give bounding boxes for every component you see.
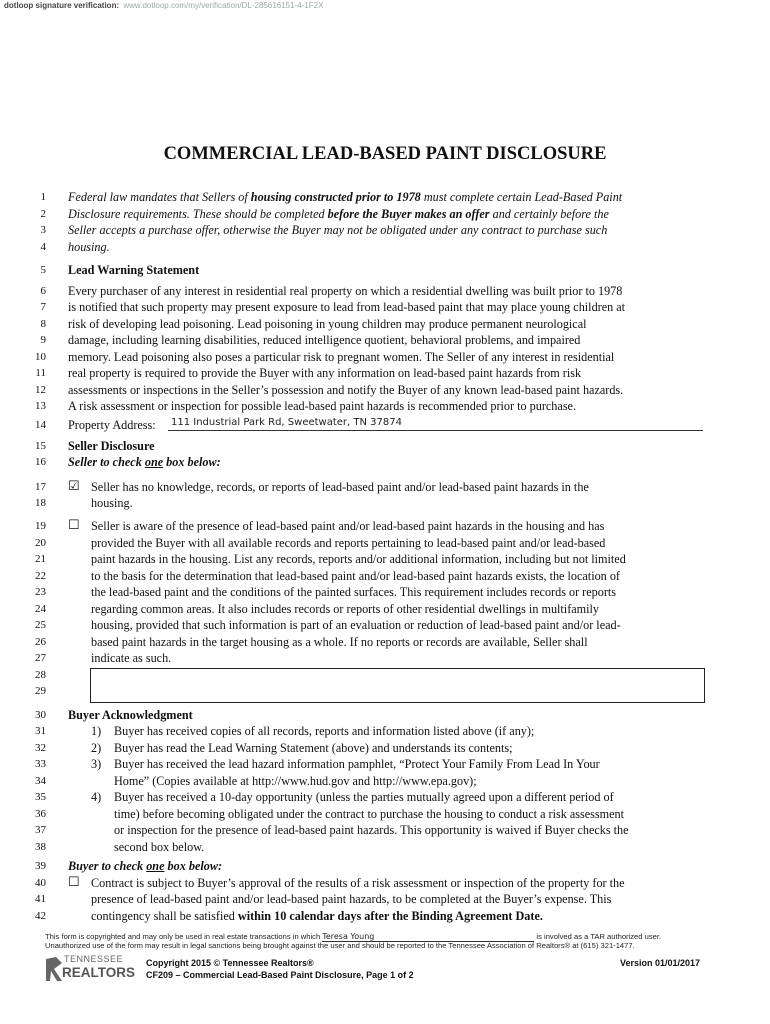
line-number: 37 — [35, 824, 46, 836]
line-number: 10 — [35, 351, 46, 363]
line-number: 11 — [35, 367, 46, 379]
line-number: 30 — [35, 709, 46, 721]
footer-copyright-notice: This form is copyrighted and may only be used in real estate transactions in which Teresa Young is involved as a TAR authorized user. — [45, 932, 662, 941]
seller-option-line: indicate as such. — [91, 651, 172, 665]
property-address-label: Property Address: — [68, 418, 156, 432]
list-number: 3) — [91, 757, 102, 771]
line-number: 33 — [35, 758, 46, 770]
line-number: 39 — [35, 860, 46, 872]
buyer-item-line: Buyer has read the Lead Warning Statement (above) and understands its contents; — [114, 741, 513, 755]
footer-form-id: CF209 – Commercial Lead-Based Paint Disclosure, Page 1 of 2 — [146, 970, 414, 980]
line-number: 13 — [35, 400, 46, 412]
seller-option-line: to the basis for the determination that lead-based paint and/or lead-based paint hazards exists, the location of — [91, 569, 620, 583]
line-number: 1 — [40, 191, 46, 203]
line-number: 6 — [40, 285, 46, 297]
line-number: 42 — [35, 910, 46, 922]
line-number: 40 — [35, 877, 46, 889]
footer-copyright: Copyright 2015 © Tennessee Realtors® — [146, 958, 314, 968]
buyer-item-line: Buyer has received copies of all records, reports and information listed above (if any); — [114, 724, 535, 738]
line-number: 12 — [35, 384, 46, 396]
line-number: 32 — [35, 742, 46, 754]
property-address-underline — [168, 430, 703, 431]
buyer-instruction: Buyer to check one box below: — [68, 859, 223, 873]
verification-link[interactable]: www.dotloop.com/my/verification/DL-285616151-4-1F2X — [123, 1, 324, 10]
line-number: 31 — [35, 725, 46, 737]
tennessee-realtors-logo: TENNESSEE REALTORS — [44, 954, 124, 984]
line-number: 36 — [35, 808, 46, 820]
line-number: 23 — [35, 586, 46, 598]
line-number: 19 — [35, 520, 46, 532]
warning-line: real property is required to provide the Buyer with any information on lead-based paint hazards from risk — [68, 366, 582, 380]
warning-line: A risk assessment or inspection for possible lead-based paint hazards is recommended prior to purchase. — [68, 399, 577, 413]
seller-disclosure-heading: Seller Disclosure — [68, 439, 155, 453]
seller-option-line: Seller is aware of the presence of lead-based paint and/or lead-based paint hazards in the housing and has — [91, 519, 605, 533]
line-number: 8 — [40, 318, 46, 330]
seller-option-line: regarding common areas. It also includes records or reports of other residential dwellings in multifamily — [91, 602, 600, 616]
dotloop-verification-header — [4, 1, 323, 10]
line-number: 18 — [35, 497, 46, 509]
intro-line: Disclosure requirements. These should be completed before the Buyer makes an offer and certainly before the — [68, 207, 609, 221]
line-number: 5 — [40, 264, 46, 276]
buyer-acknowledgment-heading: Buyer Acknowledgment — [68, 708, 193, 722]
line-number: 2 — [40, 208, 46, 220]
warning-line: Every purchaser of any interest in residential real property on which a residential dwelling was built prior to 1978 — [68, 284, 623, 298]
seller-option-line: housing, provided that such information is part of an evaluation or reduction of lead-based paint and/or lead- — [91, 618, 621, 632]
buyer-item-line: Buyer has received the lead hazard information pamphlet, “Protect Your Family From Lead In Your — [114, 757, 600, 771]
line-number: 15 — [35, 440, 46, 452]
line-number: 25 — [35, 619, 46, 631]
line-number: 14 — [35, 419, 46, 431]
seller-option-line: housing. — [91, 496, 133, 510]
seller-option-line: based paint hazards in the target housing as a whole. If no reports or records are available, Seller shall — [91, 635, 588, 649]
line-number: 3 — [40, 224, 46, 236]
footer-unauthorized-notice: Unauthorized use of the form may result in legal sanctions being brought against the user and should be reported to the Tennessee Association of Realtors® at (615) 321-1477. — [45, 941, 635, 950]
footer-version: Version 01/01/2017 — [620, 958, 701, 968]
seller-aware-checkbox[interactable]: ☐ — [68, 517, 80, 532]
buyer-item-line: time) before becoming obligated under the contract to purchase the housing to conduct a risk assessment — [114, 807, 625, 821]
line-number: 27 — [35, 652, 46, 664]
seller-instruction: Seller to check one box below: — [68, 455, 221, 469]
buyer-contingency-checkbox[interactable]: ☐ — [68, 874, 80, 889]
line-number: 29 — [35, 685, 46, 697]
seller-option-line: paint hazards in the housing. List any records, reports and/or additional information, including but not limited — [91, 552, 626, 566]
list-number: 4) — [91, 790, 102, 804]
list-number: 1) — [91, 724, 102, 738]
line-number: 26 — [35, 636, 46, 648]
line-number: 9 — [40, 334, 46, 346]
buyer-item-line: Buyer has received a 10-day opportunity (unless the parties mutually agreed upon a different period of — [114, 790, 614, 804]
line-number: 21 — [35, 553, 46, 565]
warning-line: assessments or inspections in the Seller’s possession and notify the Buyer of any known lead-based paint hazards. — [68, 383, 624, 397]
buyer-option-line: contingency shall be satisfied within 10 calendar days after the Binding Agreement Date. — [91, 909, 543, 923]
line-number: 17 — [35, 481, 46, 493]
list-number: 2) — [91, 741, 102, 755]
line-number: 22 — [35, 570, 46, 582]
line-number: 34 — [35, 775, 46, 787]
seller-no-knowledge-checkbox[interactable]: ☑ — [68, 478, 80, 493]
warning-line: risk of developing lead poisoning. Lead poisoning in young children may produce permanent neurological — [68, 317, 587, 331]
line-number: 28 — [35, 669, 46, 681]
warning-line: memory. Lead poisoning also poses a particular risk to pregnant women. The Seller of any interest in residential — [68, 350, 615, 364]
seller-option-line: Seller has no knowledge, records, or reports of lead-based paint and/or lead-based paint hazards in the — [91, 480, 589, 494]
buyer-item-line: Home” (Copies available at http://www.hud.gov and http://www.epa.gov); — [114, 774, 477, 788]
line-number: 38 — [35, 841, 46, 853]
seller-records-input[interactable] — [90, 668, 705, 703]
buyer-item-line: or inspection for the presence of lead-based paint hazards. This opportunity is waived if Buyer checks the — [114, 823, 629, 837]
line-number: 20 — [35, 537, 46, 549]
buyer-option-line: Contract is subject to Buyer’s approval of the results of a risk assessment or inspection of the property for the — [91, 876, 625, 890]
seller-option-line: the lead-based paint and the conditions of the painted surfaces. This requirement includes records or reports — [91, 585, 617, 599]
line-number: 41 — [35, 893, 46, 905]
seller-option-line: provided the Buyer with all available records and reports pertaining to lead-based paint and/or lead-based — [91, 536, 606, 550]
line-number: 7 — [40, 301, 46, 313]
document-title: COMMERCIAL LEAD-BASED PAINT DISCLOSURE — [163, 144, 607, 164]
line-number: 35 — [35, 791, 46, 803]
warning-line: damage, including learning disabilities, reduced intelligence quotient, behavioral problems, and impaired — [68, 333, 581, 347]
line-number: 24 — [35, 603, 46, 615]
buyer-item-line: second box below. — [114, 840, 205, 854]
intro-line: housing. — [68, 240, 110, 254]
intro-line: Seller accepts a purchase offer, otherwise the Buyer may not be obligated under any contract to purchase such — [68, 223, 608, 237]
property-address-field[interactable]: 111 Industrial Park Rd, Sweetwater, TN 37874 — [171, 417, 402, 428]
intro-line: Federal law mandates that Sellers of housing constructed prior to 1978 must complete certain Lead-Based Paint — [68, 190, 623, 204]
buyer-option-line: presence of lead-based paint and/or lead-based paint hazards, to be completed at the Buyer’s expense. This — [91, 892, 612, 906]
verification-label: dotloop signature verification: — [4, 1, 120, 10]
authorized-user-name: Teresa Young — [322, 932, 534, 942]
warning-line: is notified that such property may present exposure to lead from lead-based paint that may place young children at — [68, 300, 626, 314]
lead-warning-heading: Lead Warning Statement — [68, 263, 200, 277]
realtors-r-logo-icon — [44, 955, 64, 983]
line-number: 16 — [35, 456, 46, 468]
line-number: 4 — [40, 241, 46, 253]
